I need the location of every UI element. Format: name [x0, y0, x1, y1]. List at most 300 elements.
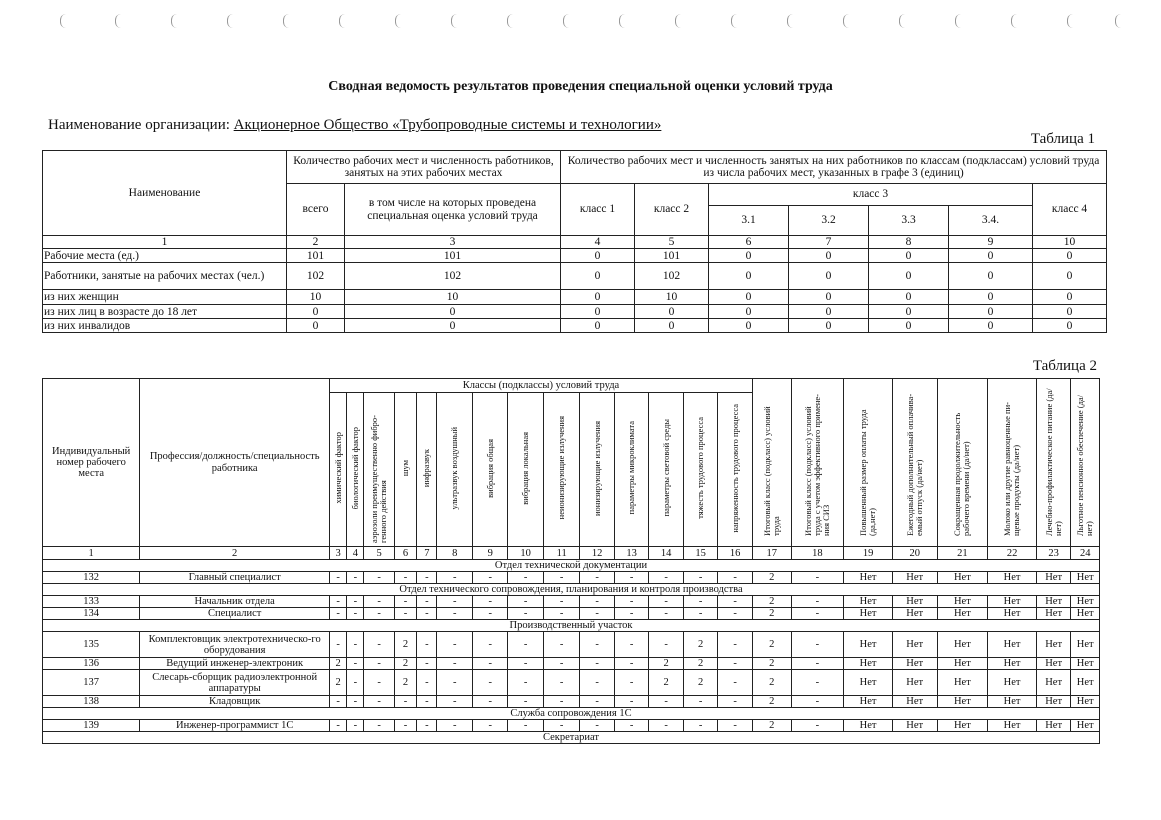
t2-cell: - [394, 720, 416, 732]
t2-cell: - [330, 608, 347, 620]
t1-column-number: 1 [43, 236, 287, 249]
t2-header-factor [330, 393, 347, 547]
t2-cell: - [437, 608, 472, 620]
t2-cell: - [394, 596, 416, 608]
t1-header-class4: класс 4 [1033, 184, 1107, 236]
t1-cell: 0 [869, 305, 949, 319]
t2-cell: 2 [752, 670, 791, 696]
t2-cell: Нет [1036, 658, 1070, 670]
t2-cell: - [543, 658, 580, 670]
t2-table-row [43, 596, 1100, 608]
t2-section-row [43, 620, 1100, 632]
t2-cell: Нет [937, 670, 988, 696]
t2-cell: - [347, 572, 364, 584]
t1-cell: 0 [709, 290, 789, 305]
t2-cell: - [394, 572, 416, 584]
t2-header-factor-label: неионизирующие излучения [556, 416, 567, 520]
t2-header-extra [1071, 379, 1100, 547]
t2-cell: - [347, 632, 364, 658]
t2-cell: - [437, 596, 472, 608]
t2-column-number: 16 [718, 547, 753, 560]
t2-header-id: Индивидуальный номер рабочего места [43, 379, 140, 547]
t2-cell: - [614, 670, 648, 696]
t2-cell: - [543, 572, 580, 584]
t2-cell: - [508, 572, 543, 584]
t2-cell: Нет [1071, 596, 1100, 608]
t2-cell: - [614, 720, 648, 732]
t1-cell: 0 [869, 263, 949, 290]
t2-header-extra-label: Итоговый класс (подкласс) условий труда с учетом эффективного примене-ния СИЗ [803, 393, 831, 536]
t2-cell: - [472, 572, 507, 584]
t1-cell: 10 [345, 290, 561, 305]
t2-cell: - [683, 696, 717, 708]
t2-profession: Слесарь-сборщик радиоэлектронной аппаратуры [140, 670, 330, 696]
t2-header-extra [937, 379, 988, 547]
t2-cell: - [437, 670, 472, 696]
t2-cell: - [614, 696, 648, 708]
t1-table-row [43, 263, 1107, 290]
t2-cell: Нет [844, 720, 893, 732]
t2-cell: - [508, 608, 543, 620]
t2-cell: - [614, 596, 648, 608]
t1-table-row [43, 249, 1107, 263]
t2-cell: 2 [683, 632, 717, 658]
t2-cell: Нет [1036, 632, 1070, 658]
t2-cell: Нет [892, 608, 937, 620]
t2-cell: - [437, 632, 472, 658]
t2-cell: 2 [752, 658, 791, 670]
t2-cell: - [791, 632, 844, 658]
binder-hole [115, 14, 122, 28]
t2-cell: Нет [844, 658, 893, 670]
t2-header-factor [394, 393, 416, 547]
t2-cell: - [437, 658, 472, 670]
t1-header-assessed: в том числе на которых проведена специальная оценка условий труда [345, 184, 561, 236]
t2-cell: - [417, 720, 437, 732]
binder-hole [731, 14, 738, 28]
t1-cell: 0 [561, 263, 635, 290]
t2-header-extra [791, 379, 844, 547]
t2-cell: - [614, 572, 648, 584]
t1-header-3-4: 3.4. [949, 206, 1033, 236]
t2-header-factor-label: шум [400, 459, 411, 477]
t2-cell: Нет [1071, 632, 1100, 658]
t2-profession: Инженер-программист 1С [140, 720, 330, 732]
t2-cell: - [791, 670, 844, 696]
t2-column-number: 20 [892, 547, 937, 560]
t2-cell: - [580, 720, 614, 732]
t1-header-count: Количество рабочих мест и численность работников, занятых на этих рабочих местах [287, 151, 561, 184]
t2-cell: 2 [752, 720, 791, 732]
t2-cell: Нет [892, 720, 937, 732]
t1-cell: 0 [1033, 319, 1107, 333]
t1-column-number: 4 [561, 236, 635, 249]
t2-cell: Нет [1036, 720, 1070, 732]
t2-cell: - [718, 658, 753, 670]
t2-cell: - [508, 670, 543, 696]
workplace-table [42, 378, 1100, 744]
binder-hole [899, 14, 906, 28]
binder-hole [60, 14, 67, 28]
t2-column-number: 23 [1036, 547, 1070, 560]
t2-cell: Нет [1071, 608, 1100, 620]
t2-cell: 2 [752, 696, 791, 708]
t1-header-classes: Количество рабочих мест и численность занятых на них работников по классам (подклассам) условий труда из числа рабочих мест, указанных в графе 3 (единиц) [561, 151, 1107, 184]
t2-table-row [43, 608, 1100, 620]
t2-cell: - [649, 696, 683, 708]
t2-workplace-id: 136 [43, 658, 140, 670]
t2-cell: 2 [394, 658, 416, 670]
t2-column-number: 9 [472, 547, 507, 560]
t2-cell: - [347, 670, 364, 696]
document-title: Сводная ведомость результатов проведения специальной оценки условий труда [328, 79, 833, 94]
t2-cell: Нет [988, 696, 1037, 708]
t2-cell: 2 [752, 596, 791, 608]
t2-section-row [43, 560, 1100, 572]
t2-header-extra-label: Лечебно-профилактическое питание (да/нет) [1043, 388, 1063, 536]
binder-hole [1011, 14, 1018, 28]
t2-header-extra-label: Молоко или другие равноценные пи-щевые продукты (да/нет) [1002, 402, 1022, 536]
t2-cell: - [437, 572, 472, 584]
t1-cell: 0 [949, 290, 1033, 305]
t2-cell: - [543, 608, 580, 620]
t2-cell: - [472, 658, 507, 670]
t2-header-extra [892, 379, 937, 547]
t1-cell: 0 [869, 249, 949, 263]
t2-table-row [43, 632, 1100, 658]
t2-column-number: 6 [394, 547, 416, 560]
t2-cell: - [718, 720, 753, 732]
t2-cell: - [543, 632, 580, 658]
t2-cell: Нет [937, 632, 988, 658]
t2-cell: Нет [844, 696, 893, 708]
t2-workplace-id: 139 [43, 720, 140, 732]
t2-column-number: 11 [543, 547, 580, 560]
t1-table-row [43, 290, 1107, 305]
t2-cell: - [543, 596, 580, 608]
t2-cell: Нет [1036, 572, 1070, 584]
t1-cell: 0 [789, 290, 869, 305]
t2-header-factor-label: тяжесть трудового процесса [695, 417, 706, 519]
t1-cell: 0 [709, 249, 789, 263]
t2-cell: - [364, 572, 394, 584]
t2-cell: - [580, 658, 614, 670]
t1-header-name: Наименование [43, 151, 287, 236]
t1-cell: 0 [345, 305, 561, 319]
t2-column-number: 3 [330, 547, 347, 560]
t2-cell: Нет [937, 720, 988, 732]
t2-column-number: 22 [988, 547, 1037, 560]
binder-hole [171, 14, 178, 28]
summary-table [42, 150, 1107, 333]
t1-header-total: всего [287, 184, 345, 236]
t2-cell: - [718, 608, 753, 620]
t1-cell: 101 [635, 249, 709, 263]
t2-cell: Нет [988, 632, 1037, 658]
t2-cell: 2 [752, 572, 791, 584]
t2-cell: Нет [844, 632, 893, 658]
t2-cell: Нет [1036, 696, 1070, 708]
binder-hole [339, 14, 346, 28]
t2-column-number: 2 [140, 547, 330, 560]
t2-column-number: 12 [580, 547, 614, 560]
t2-cell: 2 [649, 658, 683, 670]
t2-column-number: 10 [508, 547, 543, 560]
t2-section-title: Производственный участок [43, 620, 1100, 632]
t2-section-title: Отдел технического сопровождения, планирования и контроля производства [43, 584, 1100, 596]
t2-cell: - [580, 696, 614, 708]
t1-header-3-2: 3.2 [789, 206, 869, 236]
t2-cell: - [543, 720, 580, 732]
t2-workplace-id: 133 [43, 596, 140, 608]
t1-header-class1: класс 1 [561, 184, 635, 236]
binder-hole [619, 14, 626, 28]
t1-column-number: 2 [287, 236, 345, 249]
t2-cell: - [718, 596, 753, 608]
t2-header-factor-label: химический фактор [332, 432, 343, 504]
t2-header-factor [364, 393, 394, 547]
t2-profession: Комплектовщик электротехническо-го оборудования [140, 632, 330, 658]
t2-workplace-id: 134 [43, 608, 140, 620]
t2-cell: - [472, 608, 507, 620]
t2-cell: - [472, 696, 507, 708]
t2-cell: - [791, 608, 844, 620]
t1-cell: 0 [635, 305, 709, 319]
t2-cell: Нет [937, 608, 988, 620]
t2-cell: - [718, 572, 753, 584]
binder-hole [451, 14, 458, 28]
t2-cell: Нет [937, 572, 988, 584]
t2-cell: - [330, 696, 347, 708]
t2-header-factor [683, 393, 717, 547]
t1-cell: 0 [287, 319, 345, 333]
t1-header-3-3: 3.3 [869, 206, 949, 236]
t2-profession: Начальник отдела [140, 596, 330, 608]
binder-hole [843, 14, 850, 28]
t2-header-extra [1036, 379, 1070, 547]
t2-cell: 2 [330, 670, 347, 696]
t2-cell: 2 [752, 608, 791, 620]
t2-cell: Нет [937, 658, 988, 670]
t2-cell: - [394, 696, 416, 708]
t2-cell: Нет [892, 670, 937, 696]
t2-header-factor [614, 393, 648, 547]
t2-table-row [43, 658, 1100, 670]
binder-hole [955, 14, 962, 28]
t2-cell: 2 [394, 632, 416, 658]
t2-cell: Нет [844, 572, 893, 584]
t2-cell: - [580, 572, 614, 584]
binder-hole [563, 14, 570, 28]
t1-cell: 10 [287, 290, 345, 305]
t2-header-profession: Профессия/должность/специальность работника [140, 379, 330, 547]
t2-header-factor [580, 393, 614, 547]
t2-cell: Нет [1036, 670, 1070, 696]
t2-cell: Нет [1036, 608, 1070, 620]
t2-header-factor [472, 393, 507, 547]
t1-cell: 102 [635, 263, 709, 290]
t2-cell: - [330, 632, 347, 658]
t2-cell: - [508, 658, 543, 670]
t2-column-number: 24 [1071, 547, 1100, 560]
t2-header-factor-label: ультразвук воздушный [449, 426, 460, 510]
t2-cell: Нет [1071, 572, 1100, 584]
t1-cell: 0 [949, 305, 1033, 319]
t2-cell: 2 [683, 670, 717, 696]
organization-line [48, 117, 661, 134]
t1-header-3-1: 3.1 [709, 206, 789, 236]
t2-section-title: Отдел технической документации [43, 560, 1100, 572]
t2-cell: - [364, 658, 394, 670]
t2-cell: - [791, 572, 844, 584]
t1-row-label: из них лиц в возрасте до 18 лет [43, 305, 287, 319]
t2-header-factor [437, 393, 472, 547]
t2-cell: - [347, 596, 364, 608]
t2-profession: Главный специалист [140, 572, 330, 584]
t2-cell: - [347, 608, 364, 620]
t2-cell: - [364, 596, 394, 608]
t2-workplace-id: 135 [43, 632, 140, 658]
t2-cell: Нет [892, 658, 937, 670]
t2-cell: - [437, 696, 472, 708]
binder-hole [395, 14, 402, 28]
t1-column-number: 7 [789, 236, 869, 249]
t1-column-number: 8 [869, 236, 949, 249]
t2-cell: - [508, 720, 543, 732]
t2-cell: - [649, 632, 683, 658]
t2-column-number: 21 [937, 547, 988, 560]
t1-cell: 0 [949, 319, 1033, 333]
t2-header-factor-label: ионизирующие излучения [591, 420, 602, 516]
organization-label: Наименование организации: [48, 117, 230, 133]
t2-cell: - [683, 720, 717, 732]
t2-cell: - [614, 658, 648, 670]
t1-cell: 0 [561, 319, 635, 333]
t1-cell: 0 [287, 305, 345, 319]
t1-row-label: Работники, занятые на рабочих местах (чел.) [43, 263, 287, 290]
t2-cell: Нет [1071, 696, 1100, 708]
t1-cell: 101 [287, 249, 345, 263]
t1-table-row [43, 305, 1107, 319]
t2-cell: - [330, 720, 347, 732]
t1-cell: 102 [287, 263, 345, 290]
t1-cell: 0 [635, 319, 709, 333]
t1-cell: 0 [1033, 305, 1107, 319]
t2-header-extra-label: Льготное пенсионное обеспечение (да/нет) [1075, 394, 1095, 536]
t1-cell: 0 [561, 305, 635, 319]
t2-header-factor-label: аэрозоли преимущественно фибро-генного действия [369, 415, 389, 543]
t2-workplace-id: 132 [43, 572, 140, 584]
t2-cell: - [543, 696, 580, 708]
t2-cell: Нет [988, 670, 1037, 696]
table2-label: Таблица 2 [1032, 358, 1097, 374]
t1-cell: 0 [1033, 249, 1107, 263]
t2-header-extra-label: Сокращенная продолжительность рабочего времени (да/нет) [952, 412, 972, 536]
t2-header-extra-label: Ежегодный дополнительный оплачива-емый отпуск (да/нет) [904, 393, 924, 536]
t2-cell: - [580, 608, 614, 620]
t2-header-extra [752, 379, 791, 547]
t2-cell: Нет [988, 608, 1037, 620]
t2-header-factor-label: инфразвук [421, 448, 432, 488]
t2-header-factor-label: параметры микроклимата [626, 421, 637, 515]
t1-cell: 0 [789, 249, 869, 263]
t2-table-row [43, 670, 1100, 696]
t2-cell: Нет [988, 572, 1037, 584]
t2-cell: - [649, 596, 683, 608]
t1-cell: 0 [789, 319, 869, 333]
t2-cell: 2 [683, 658, 717, 670]
binder-hole [507, 14, 514, 28]
t1-row-label: Рабочие места (ед.) [43, 249, 287, 263]
t1-cell: 0 [709, 319, 789, 333]
t2-cell: - [580, 670, 614, 696]
t1-column-number: 3 [345, 236, 561, 249]
t2-header-extra [988, 379, 1037, 547]
binder-hole [1067, 14, 1074, 28]
t2-cell: - [718, 696, 753, 708]
t1-cell: 0 [345, 319, 561, 333]
binder-hole [675, 14, 682, 28]
t1-cell: 0 [789, 263, 869, 290]
t2-cell: - [417, 696, 437, 708]
t2-cell: - [683, 596, 717, 608]
t1-cell: 101 [345, 249, 561, 263]
binder-hole [787, 14, 794, 28]
t2-section-title: Служба сопровождения 1С [43, 708, 1100, 720]
t2-cell: - [417, 608, 437, 620]
t2-cell: - [649, 608, 683, 620]
t2-table-row [43, 572, 1100, 584]
t2-header-factor [508, 393, 543, 547]
t2-column-number: 15 [683, 547, 717, 560]
binder-holes [40, 14, 1141, 34]
t2-table-row [43, 696, 1100, 708]
t2-cell: - [508, 696, 543, 708]
t2-column-number: 19 [844, 547, 893, 560]
t2-cell: - [580, 596, 614, 608]
t2-cell: - [791, 696, 844, 708]
binder-hole [227, 14, 234, 28]
t2-cell: - [394, 608, 416, 620]
t2-cell: - [472, 596, 507, 608]
t1-header-class3: класс 3 [709, 184, 1033, 206]
t1-cell: 0 [709, 305, 789, 319]
t1-cell: 0 [949, 249, 1033, 263]
t2-cell: Нет [988, 720, 1037, 732]
t2-header-factor [417, 393, 437, 547]
t2-column-number: 17 [752, 547, 791, 560]
t2-header-factor-label: биологический фактор [349, 426, 360, 510]
t2-profession: Кладовщик [140, 696, 330, 708]
t1-cell: 0 [1033, 263, 1107, 290]
t2-cell: 2 [330, 658, 347, 670]
t1-column-number: 5 [635, 236, 709, 249]
t1-column-number: 9 [949, 236, 1033, 249]
table1-label: Таблица 1 [1030, 131, 1095, 147]
t2-cell: - [580, 632, 614, 658]
t2-cell: Нет [988, 658, 1037, 670]
t2-cell: Нет [892, 696, 937, 708]
t2-cell: Нет [937, 596, 988, 608]
t2-cell: - [472, 632, 507, 658]
t2-cell: Нет [1036, 596, 1070, 608]
t2-section-title: Секретариат [43, 732, 1100, 744]
t2-cell: - [417, 632, 437, 658]
binder-hole [283, 14, 290, 28]
t2-cell: - [718, 670, 753, 696]
t2-column-number: 7 [417, 547, 437, 560]
t2-cell: - [347, 720, 364, 732]
